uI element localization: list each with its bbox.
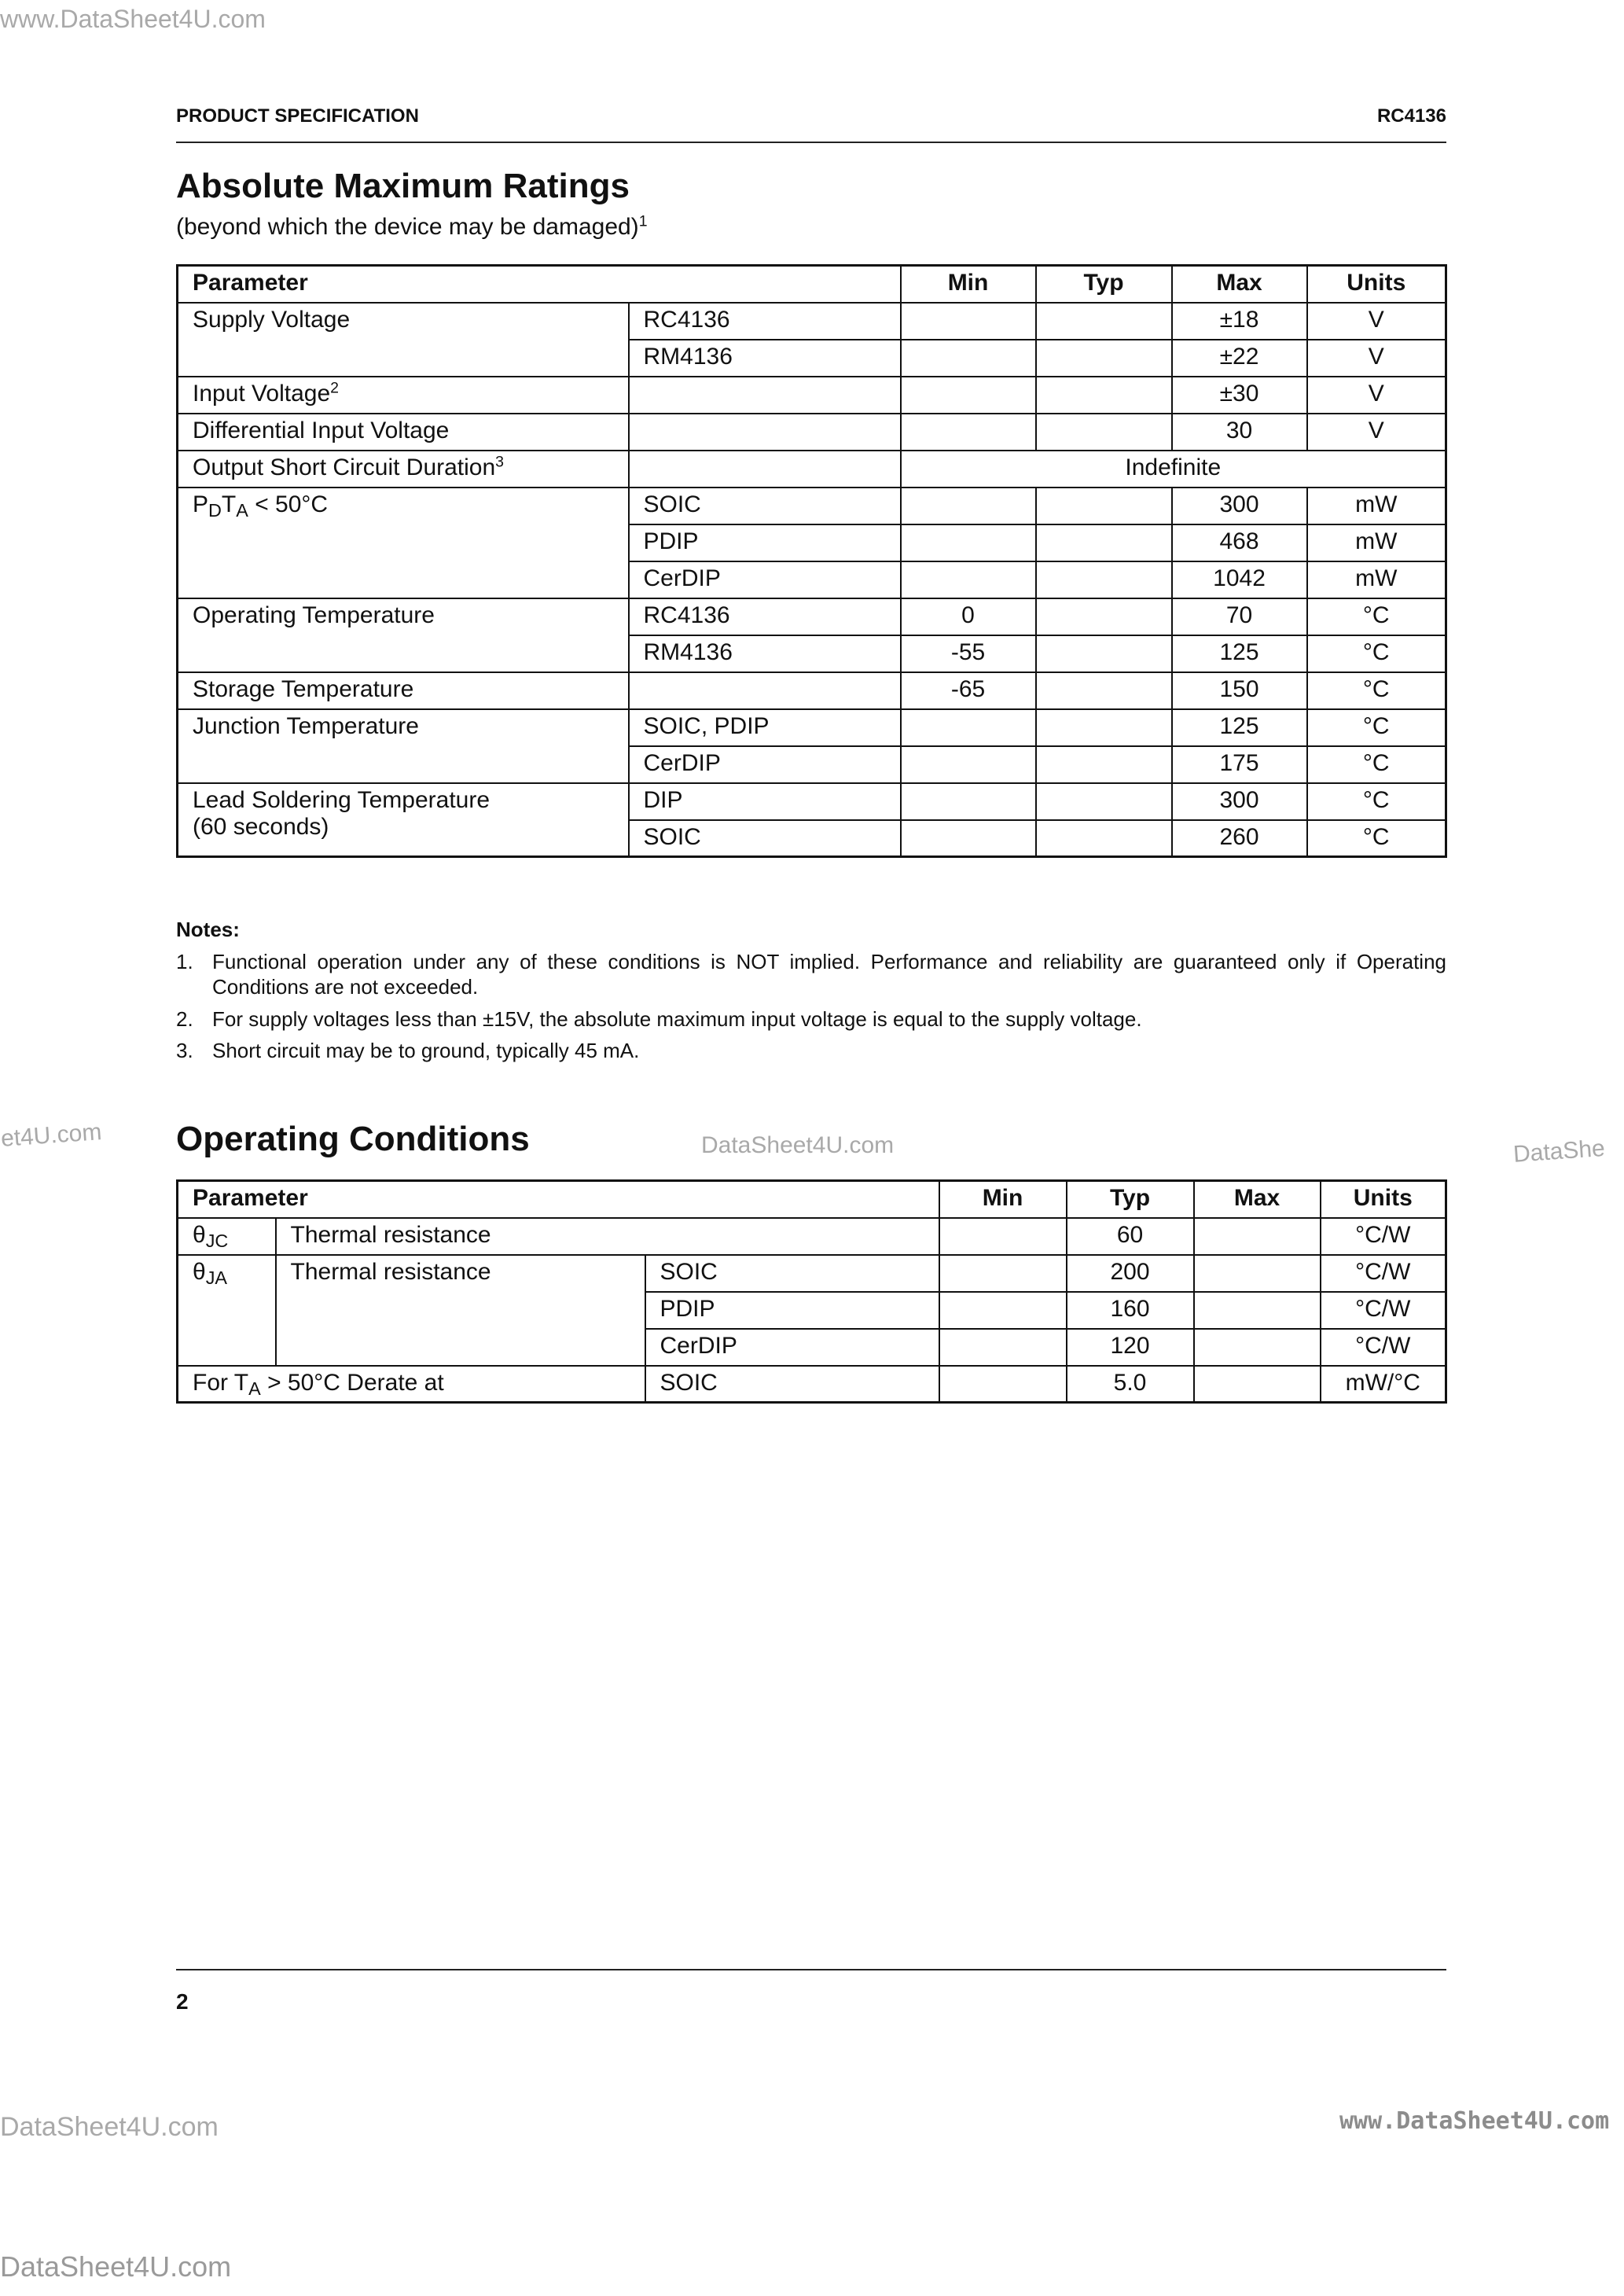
pd-d: D	[208, 499, 222, 521]
cond: CerDIP	[629, 746, 901, 783]
header-rule	[176, 142, 1446, 143]
watermark-bottom-right: www.DataSheet4U.com	[1339, 2107, 1610, 2135]
max-value: 175	[1172, 746, 1307, 783]
table-row	[178, 1366, 1446, 1403]
cond: CerDIP	[629, 561, 901, 598]
pd-rest: < 50°C	[248, 491, 329, 517]
col-min: Min	[939, 1181, 1067, 1218]
note-2	[176, 1006, 1446, 1032]
param-junction-temp: Junction Temperature	[178, 709, 629, 783]
abs-max-subtitle-note: 1	[638, 212, 648, 230]
note-num: 3.	[176, 1039, 193, 1062]
units-value: °C/W	[1321, 1292, 1446, 1329]
param-derate	[178, 1366, 645, 1403]
units-value: °C/W	[1321, 1329, 1446, 1366]
max-value: 125	[1172, 635, 1307, 672]
typ-value: 60	[1067, 1218, 1194, 1255]
cond: SOIC	[629, 488, 901, 524]
symbol-theta-ja	[178, 1255, 276, 1366]
cond: RM4136	[629, 635, 901, 672]
units-value: V	[1307, 303, 1446, 340]
col-typ: Typ	[1067, 1181, 1194, 1218]
max-value: 70	[1172, 598, 1307, 635]
col-max: Max	[1172, 266, 1307, 303]
max-value: 300	[1172, 488, 1307, 524]
watermark-mid-center: DataSheet4U.com	[701, 1132, 895, 1158]
op-cond-table	[176, 1179, 1447, 1404]
table-header-row	[178, 266, 1446, 303]
param-label: Thermal resistance	[276, 1255, 645, 1366]
table-row	[178, 598, 1446, 635]
typ-value: 200	[1067, 1255, 1194, 1292]
cond: PDIP	[645, 1292, 939, 1329]
param-operating-temp: Operating Temperature	[178, 598, 629, 672]
pd-t: T	[221, 491, 237, 517]
symbol-subscript: JC	[205, 1230, 229, 1251]
param-label: Input Voltage	[193, 380, 331, 407]
note-text: Functional operation under any of these conditions is NOT implied. Performance and reliability are guaranteed only if Operating Conditions are not exceeded.	[212, 949, 1446, 999]
param-diff-input: Differential Input Voltage	[178, 414, 629, 451]
note-num: 1.	[176, 949, 193, 973]
notes-title: Notes:	[176, 918, 240, 941]
derate-pre: For T	[193, 1369, 249, 1396]
symbol-theta-jc	[178, 1218, 276, 1255]
abs-max-subtitle-text: (beyond which the device may be damaged)	[176, 214, 639, 240]
table-row	[178, 672, 1446, 709]
cond: SOIC	[629, 820, 901, 857]
page-number: 2	[176, 1989, 189, 2014]
param-label-2: (60 seconds)	[193, 813, 329, 840]
max-value: 150	[1172, 672, 1307, 709]
table-row	[178, 709, 1446, 746]
units-value: °C/W	[1321, 1218, 1446, 1255]
col-units: Units	[1321, 1181, 1446, 1218]
param-label: Output Short Circuit Duration	[193, 454, 496, 480]
min-value: -65	[901, 672, 1036, 709]
table-header-row	[178, 1181, 1446, 1218]
watermark-mid-right: DataShe	[1512, 1135, 1606, 1168]
watermark-bottom-left: DataSheet4U.com	[0, 2112, 219, 2142]
units-value: °C	[1307, 746, 1446, 783]
min-value: -55	[901, 635, 1036, 672]
footnote-ref: 2	[330, 378, 340, 396]
units-value: °C	[1307, 820, 1446, 857]
watermark-footer-left: DataSheet4U.com	[0, 2250, 232, 2283]
pd-a: A	[236, 499, 248, 521]
watermark-mid-left: et4U.com	[0, 1119, 103, 1152]
header-left: PRODUCT SPECIFICATION	[176, 105, 419, 127]
abs-max-subtitle	[176, 214, 648, 241]
units-value: V	[1307, 377, 1446, 414]
param-power-dissipation	[178, 488, 629, 598]
notes	[176, 917, 1446, 1064]
param-input-voltage	[178, 377, 629, 414]
table-row	[178, 377, 1446, 414]
col-min: Min	[901, 266, 1036, 303]
units-value: °C	[1307, 783, 1446, 820]
note-3	[176, 1038, 1446, 1064]
note-1	[176, 949, 1446, 1000]
units-value: °C	[1307, 709, 1446, 746]
table-row	[178, 451, 1446, 488]
max-value: ±18	[1172, 303, 1307, 340]
col-units: Units	[1307, 266, 1446, 303]
param-label: Lead Soldering Temperature	[193, 786, 491, 813]
cond: SOIC	[645, 1255, 939, 1292]
max-value: 300	[1172, 783, 1307, 820]
cond: DIP	[629, 783, 901, 820]
table-row	[178, 1218, 1446, 1255]
max-value: 468	[1172, 524, 1307, 561]
footnote-ref: 3	[495, 452, 505, 470]
col-typ: Typ	[1036, 266, 1172, 303]
col-parameter: Parameter	[178, 266, 901, 303]
cond: RM4136	[629, 340, 901, 377]
header-right: RC4136	[1376, 105, 1446, 127]
param-storage-temp: Storage Temperature	[178, 672, 629, 709]
units-value: mW	[1307, 524, 1446, 561]
theta-symbol: θ	[193, 1258, 206, 1285]
max-value: ±22	[1172, 340, 1307, 377]
param-label: Thermal resistance	[276, 1218, 939, 1255]
cond: RC4136	[629, 303, 901, 340]
units-value: °C	[1307, 672, 1446, 709]
col-max: Max	[1194, 1181, 1321, 1218]
footer-rule	[176, 1969, 1446, 1970]
cond: RC4136	[629, 598, 901, 635]
units-value: mW/°C	[1321, 1366, 1446, 1403]
typ-value: 5.0	[1067, 1366, 1194, 1403]
abs-max-table	[176, 264, 1447, 858]
max-value: 260	[1172, 820, 1307, 857]
indefinite-value: Indefinite	[901, 451, 1446, 488]
pd-p: P	[193, 491, 209, 517]
max-value: ±30	[1172, 377, 1307, 414]
op-cond-title: Operating Conditions	[176, 1120, 530, 1158]
units-value: V	[1307, 414, 1446, 451]
param-supply: Supply Voltage	[178, 303, 629, 377]
units-value: V	[1307, 340, 1446, 377]
max-value: 30	[1172, 414, 1307, 451]
table-row	[178, 414, 1446, 451]
note-num: 2.	[176, 1006, 193, 1031]
table-row	[178, 783, 1446, 820]
max-value: 1042	[1172, 561, 1307, 598]
units-value: °C	[1307, 598, 1446, 635]
typ-value: 120	[1067, 1329, 1194, 1366]
cond: SOIC	[645, 1366, 939, 1403]
cond: CerDIP	[645, 1329, 939, 1366]
derate-sub: A	[248, 1378, 261, 1399]
param-short-circuit	[178, 451, 629, 488]
watermark-top-left: www.DataSheet4U.com	[0, 5, 266, 33]
abs-max-title: Absolute Maximum Ratings	[176, 167, 630, 205]
units-value: mW	[1307, 561, 1446, 598]
table-row	[178, 303, 1446, 340]
table-row	[178, 1255, 1446, 1292]
col-parameter: Parameter	[178, 1181, 939, 1218]
min-value: 0	[901, 598, 1036, 635]
units-value: °C	[1307, 635, 1446, 672]
table-row	[178, 488, 1446, 524]
units-value: mW	[1307, 488, 1446, 524]
derate-post: > 50°C Derate at	[260, 1369, 444, 1396]
max-value: 125	[1172, 709, 1307, 746]
cond: SOIC, PDIP	[629, 709, 901, 746]
theta-symbol: θ	[193, 1221, 206, 1248]
cond: PDIP	[629, 524, 901, 561]
note-text: Short circuit may be to ground, typically 45 mA.	[212, 1039, 640, 1062]
typ-value: 160	[1067, 1292, 1194, 1329]
param-lead-soldering	[178, 783, 629, 857]
note-text: For supply voltages less than ±15V, the absolute maximum input voltage is equal to the supply voltage.	[212, 1006, 1142, 1031]
units-value: °C/W	[1321, 1255, 1446, 1292]
symbol-subscript: JA	[205, 1267, 227, 1288]
